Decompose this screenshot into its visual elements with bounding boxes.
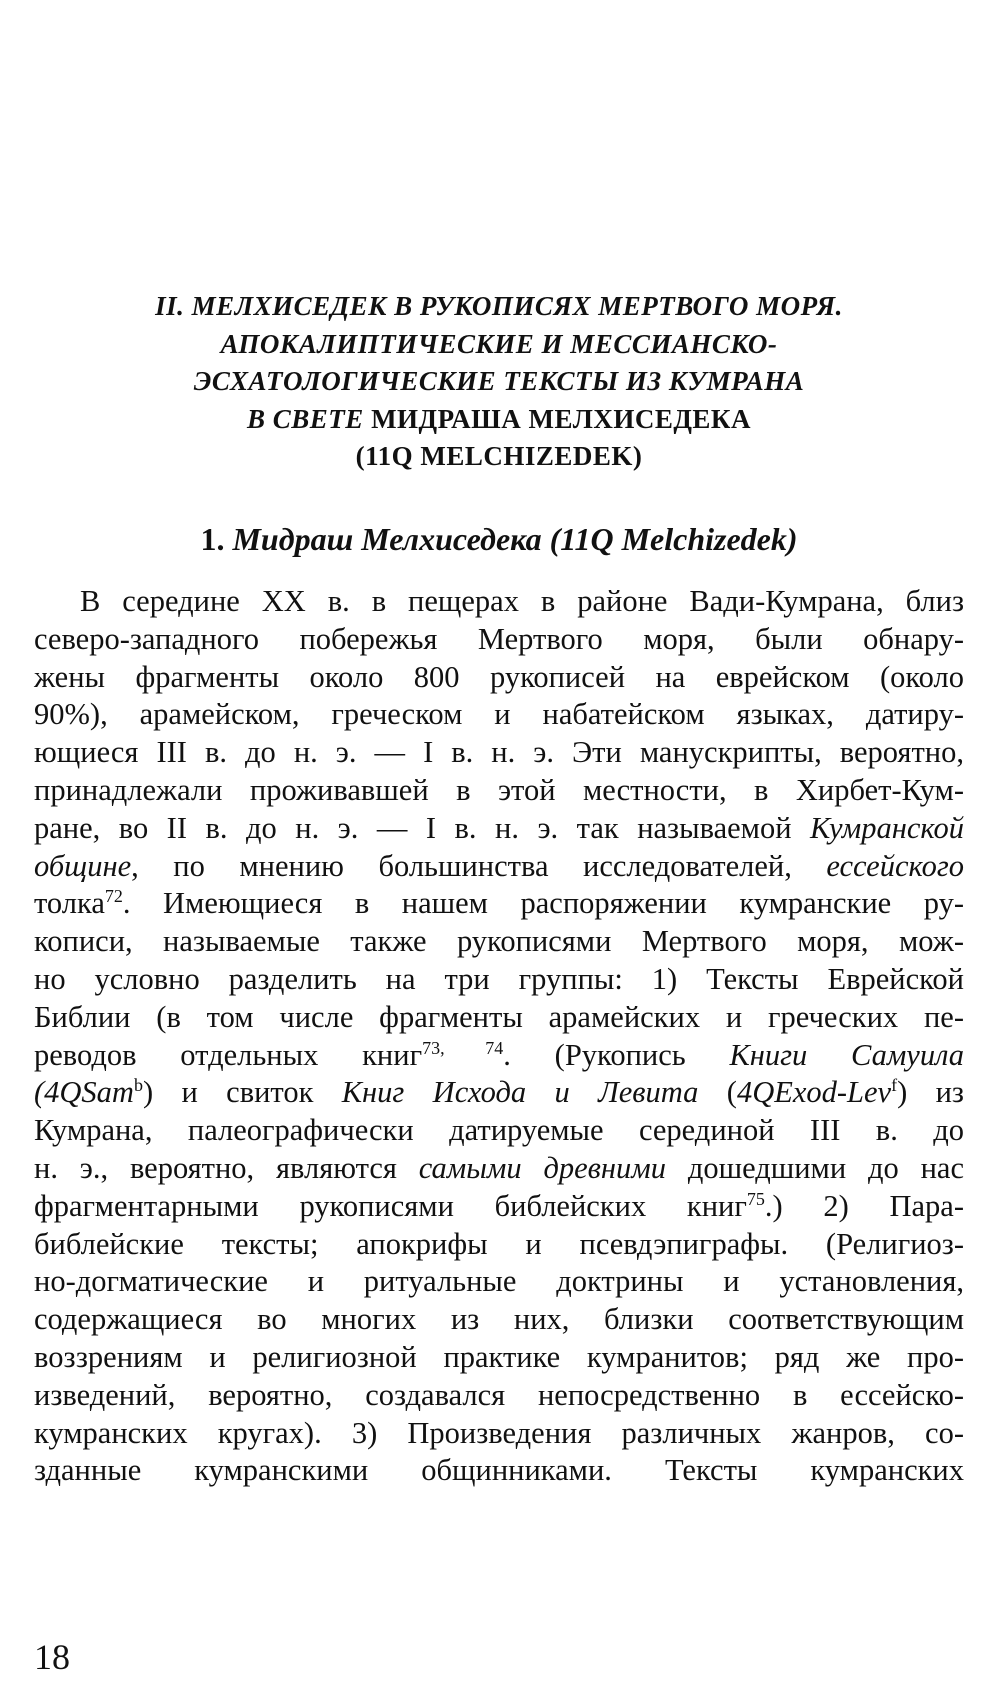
section-number: 1. <box>200 521 233 557</box>
body-line-24: зданные кумранскими общинниками. Тексты кумранских <box>34 1453 964 1488</box>
chapter-title-line-4 <box>34 401 964 439</box>
body-line-16-text-2: дошедшими до нас <box>666 1150 964 1185</box>
section-title-text: Мидраш Мелхиседека (11Q Melchizedek) <box>232 521 798 557</box>
body-line-14-italic-1: (4QSam <box>34 1075 134 1110</box>
body-line-20: содержащиеся во многих из них, близки соответствующим <box>34 1302 964 1337</box>
body-line-8-text: , по мнению большинства исследователей, <box>131 848 827 883</box>
chapter-title-line-3: ЭСХАТОЛОГИЧЕСКИЕ ТЕКСТЫ ИЗ КУМРАНА <box>193 366 805 396</box>
body-line-9-text-1: толка <box>34 886 105 921</box>
body-line-14-italic-3: 4QExod-Lev <box>736 1075 892 1110</box>
body-line-8 <box>34 848 964 886</box>
body-line-16-text-1: н. э., вероятно, являются <box>34 1150 419 1185</box>
body-line-9 <box>34 885 964 923</box>
body-line-7-italic: Кумранской <box>810 810 964 845</box>
chapter-title-line-5: (11Q MELCHIZEDEK) <box>355 441 643 471</box>
book-page <box>34 0 964 1704</box>
body-line-14-text-3: ) из <box>897 1075 964 1110</box>
body-line-15: Кумрана, палеографически датируемые серединой III в. до <box>34 1113 964 1148</box>
footnote-ref-73-74: 73, 74 <box>422 1037 504 1058</box>
chapter-title-line-1: II. МЕЛХИСЕДЕК В РУКОПИСЯХ МЕРТВОГО МОРЯ. <box>155 291 843 321</box>
body-line-5: ющиеся III в. до н. э. — I в. н. э. Эти манускрипты, вероятно, <box>34 735 964 770</box>
body-line-13 <box>34 1037 964 1075</box>
body-line-3: жены фрагменты около 800 рукописей на еврейском (около <box>34 659 964 694</box>
body-paragraph <box>34 583 964 1490</box>
body-line-14-text-1: ) и свиток <box>142 1075 342 1110</box>
body-line-4: 90%), арамейском, греческом и набатейском языках, датиру- <box>34 697 964 732</box>
body-line-6: принадлежали проживавшей в этой местности, в Хирбет-Кум- <box>34 772 964 807</box>
manuscript-siglum-sup-1: b <box>133 1075 143 1096</box>
body-line-8-italic-1: общине <box>34 848 132 883</box>
body-line-13-italic: Книги Самуила <box>729 1037 964 1072</box>
body-line-19: но-догматические и ритуальные доктрины и установления, <box>34 1264 964 1299</box>
body-line-1: В середине XX в. в пещерах в районе Вади-Кумрана, близ <box>80 584 964 618</box>
body-line-17 <box>34 1188 964 1226</box>
footnote-ref-72: 72 <box>104 886 123 907</box>
body-line-17-text-2: .) 2) Пара- <box>764 1188 964 1223</box>
body-line-10: кописи, называемые также рукописями Мертвого моря, мож- <box>34 924 964 959</box>
section-title <box>34 519 964 559</box>
page-number: 18 <box>34 1637 70 1677</box>
footnote-ref-75: 75 <box>746 1188 765 1209</box>
body-line-12: Библии (в том числе фрагменты арамейских и греческих пе- <box>34 999 964 1034</box>
body-line-7-text: ране, во II в. до н. э. — I в. н. э. так называемой <box>34 810 811 845</box>
body-line-22: изведений, вероятно, создавался непосредственно в ессейско- <box>34 1377 964 1412</box>
body-line-11: но условно разделить на три группы: 1) Тексты Еврейской <box>34 961 964 996</box>
body-line-8-italic-2: ессейского <box>826 848 964 883</box>
body-line-13-text-1: реводов отдельных книг <box>34 1037 423 1072</box>
body-line-16-italic: самыми древними <box>418 1150 666 1185</box>
body-line-7 <box>34 810 964 848</box>
body-line-14-italic-2: Книг Исхода и Левита <box>341 1075 699 1110</box>
body-line-17-text-1: фрагментарными рукописями библейских книг <box>34 1188 747 1223</box>
body-line-21: воззрениям и религиозной практике кумранитов; ряд же про- <box>34 1339 964 1374</box>
body-line-9-text-2: . Имеющиеся в нашем распоряжении кумранские ру- <box>122 886 964 921</box>
chapter-title-line-4-italic: В СВЕТЕ <box>247 403 372 434</box>
body-line-13-text-2: . (Рукопись <box>503 1037 730 1072</box>
manuscript-siglum-sup-2: f <box>891 1075 898 1096</box>
chapter-title-line-4-upright: МИДРАША МЕЛХИСЕДЕКА <box>371 403 751 434</box>
chapter-title-line-2: АПОКАЛИПТИЧЕСКИЕ И МЕССИАНСКО- <box>220 328 778 359</box>
body-line-2: северо-западного побережья Мертвого моря, были обнару- <box>34 621 964 656</box>
body-line-18: библейские тексты; апокрифы и псевдэпиграфы. (Религиоз- <box>34 1226 964 1261</box>
body-line-14-text-2: ( <box>698 1075 737 1110</box>
chapter-title <box>34 288 964 476</box>
body-line-23: кумранских кругах). 3) Произведения различных жанров, со- <box>34 1415 964 1450</box>
body-line-16 <box>34 1150 964 1188</box>
body-line-14 <box>34 1074 964 1112</box>
